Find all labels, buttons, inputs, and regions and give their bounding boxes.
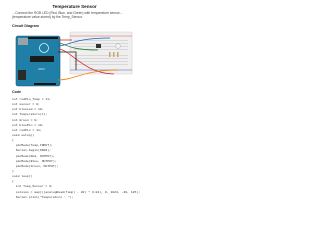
page-title: Temperature Sensor [52,4,97,9]
code-line: Serial.begin(9600); [12,148,51,153]
diagram-heading: Circuit Diagram [12,24,39,28]
code-line: int sensor = 0; [12,102,40,107]
code-line: int Green = 9; [12,117,38,122]
code-line: int blueLed = 10; [12,107,44,112]
code-line: { [12,138,14,143]
code-line: int redPin_Temp = 11; [12,97,51,101]
code-line: void setup() [12,132,35,137]
code-line: { [12,179,14,184]
svg-text:UNO: UNO [38,67,45,71]
code-line: int redPin = 11; [12,127,42,132]
code-line: } [12,168,14,173]
code-line: pinMode(Temp,INPUT); [12,143,53,148]
code-line: Serial.print("Temperature : "); [12,194,74,199]
intro-paragraph: …Connect the RGB LED (Red, Blue, and Green) with temperature sensor…(temperature value stored) by the Temp_Sensor. [12,11,124,20]
code-line: celsius = map(((analogRead(Temp) - 20) * 3.04), 0, 1023, -40, 125); [12,189,140,194]
code-block [12,97,140,200]
code-line: int Temp_Sensor = 0; [12,184,53,189]
code-line: int Temperature(t); [12,112,48,117]
arduino-board-image [16,36,60,86]
code-line: int bluePin = 10; [12,122,44,127]
code-line: pinMode(Red, OUTPUT); [12,153,55,158]
document-page [0,0,149,198]
code-line: pinMode(Blue, OUTPUT); [12,158,57,163]
circuit-diagram [14,30,135,87]
code-line: void loop() [12,174,33,179]
code-line: pinMode(Green, OUTPUT); [12,163,59,168]
code-heading: Code [12,90,21,94]
